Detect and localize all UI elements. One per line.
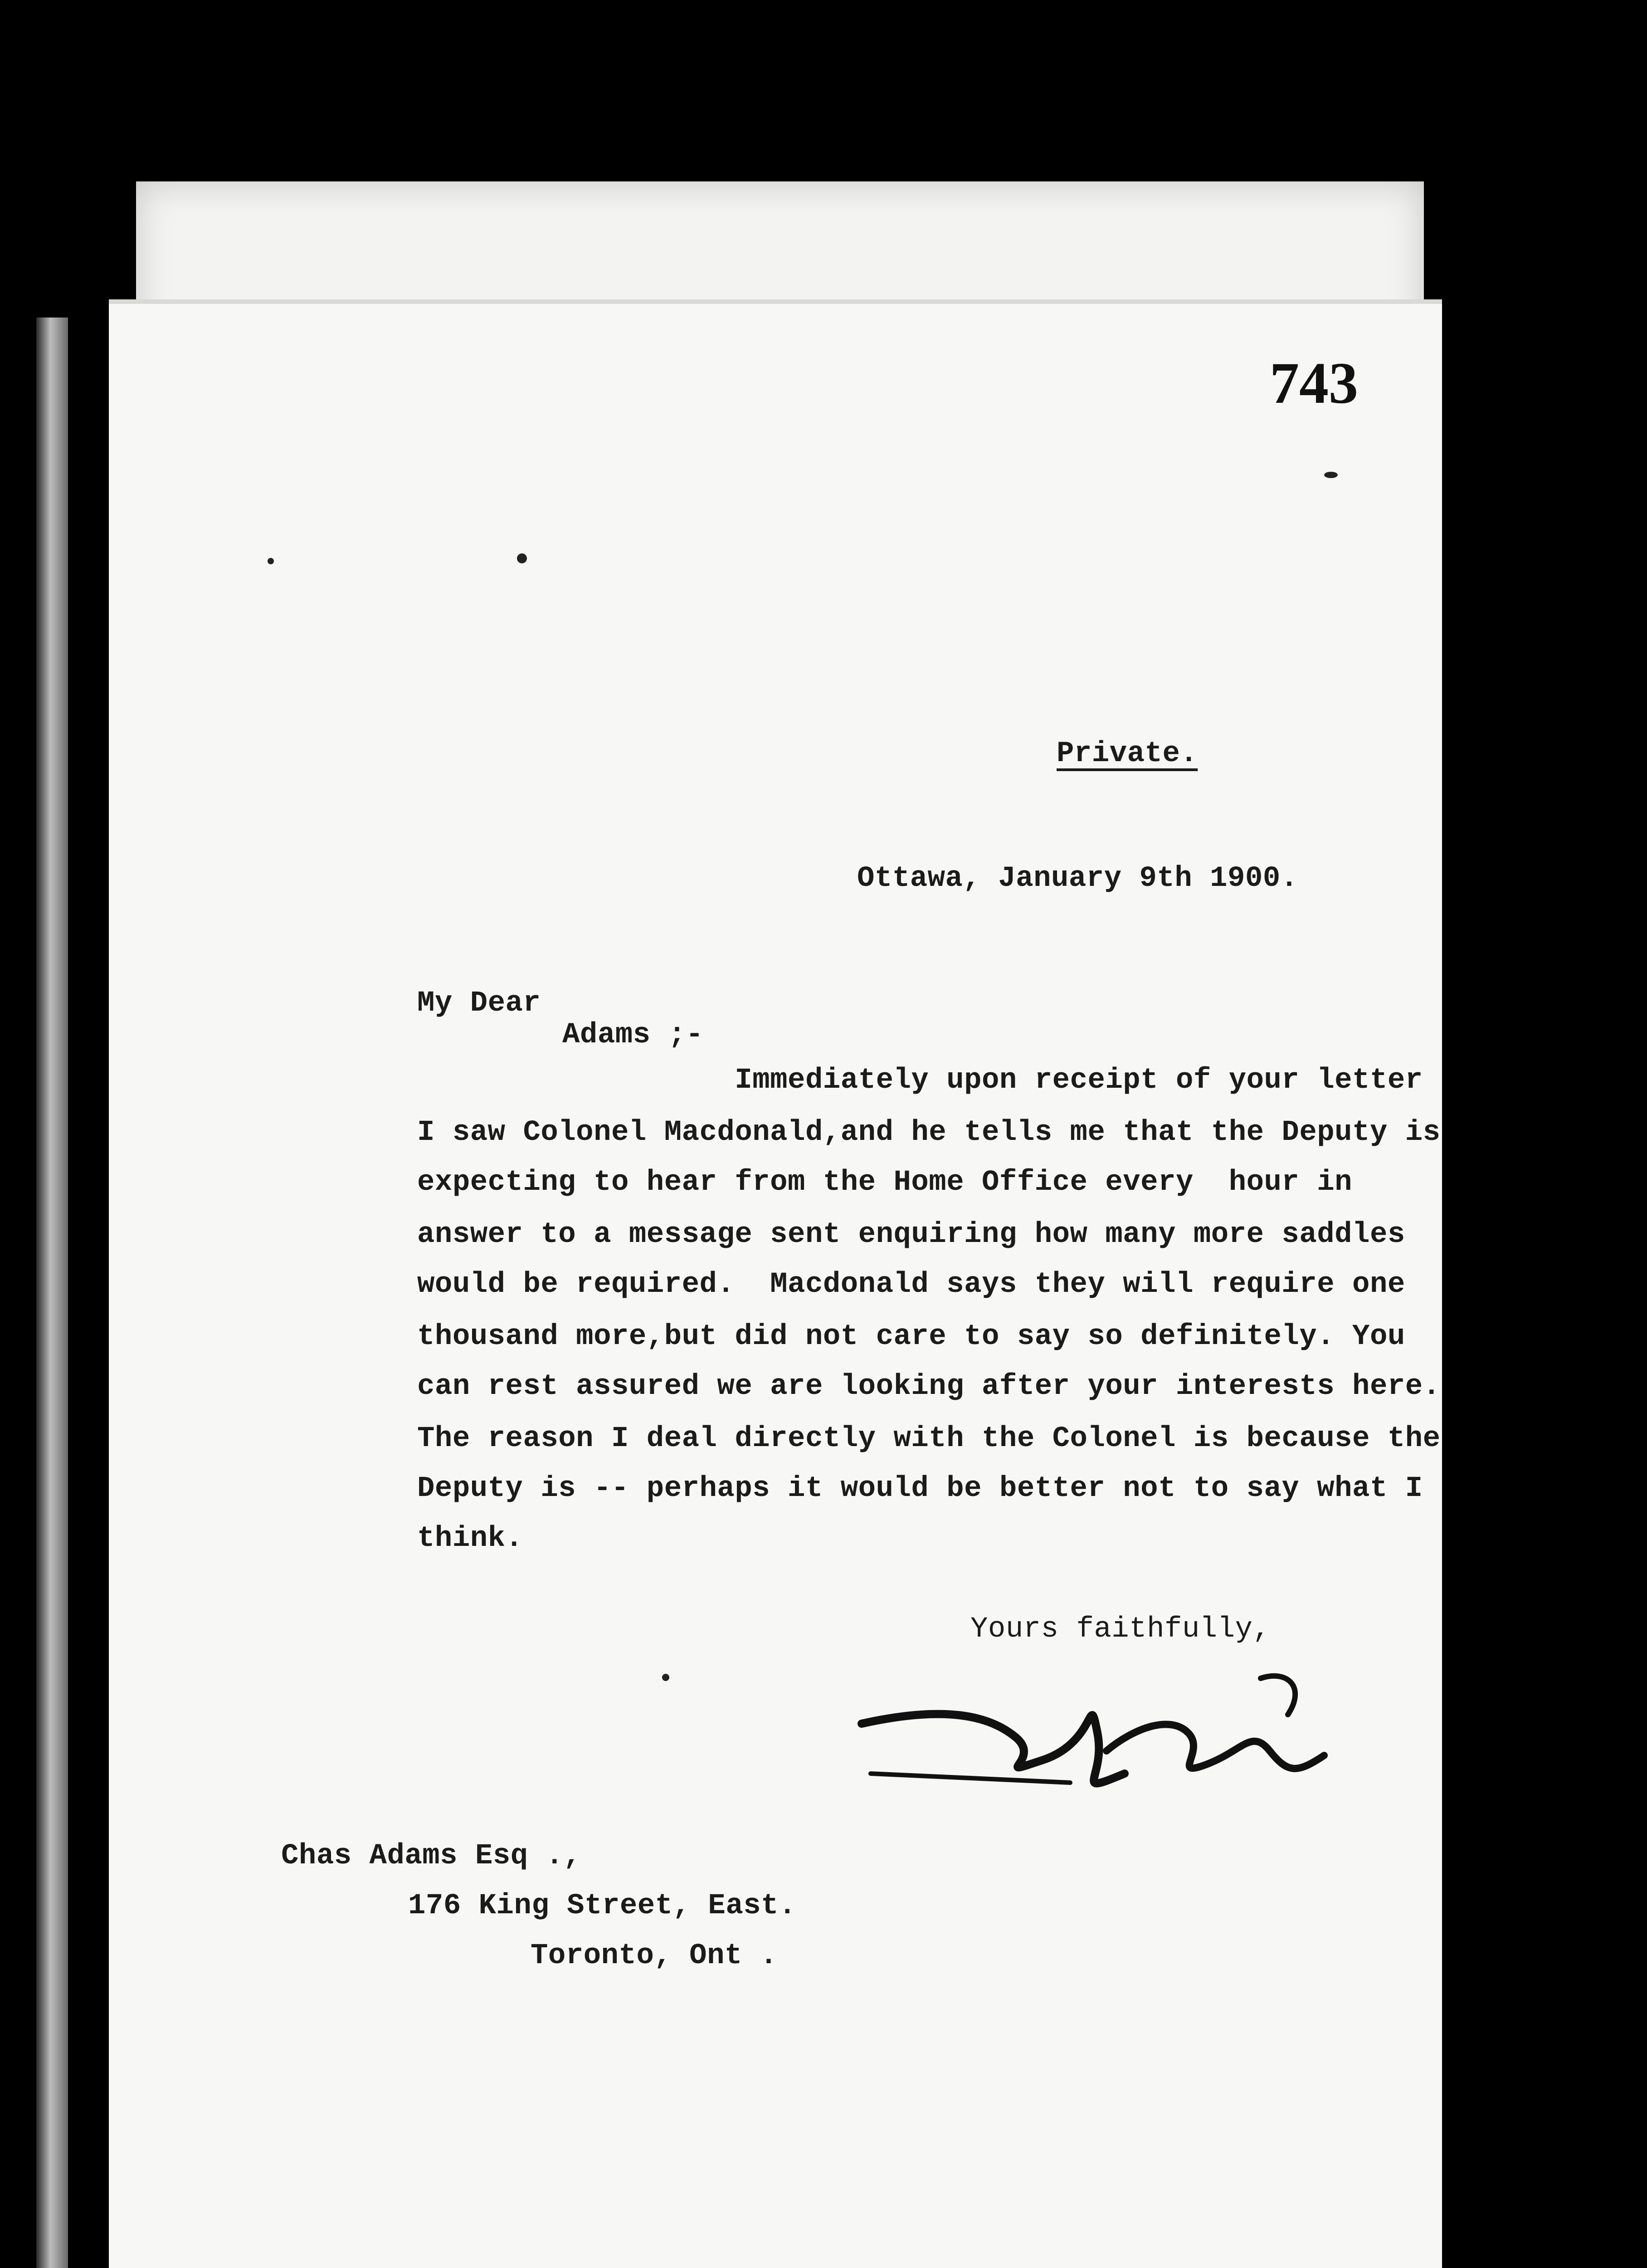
recipient-name: Chas Adams Esq ., <box>281 1840 581 1872</box>
recipient-street: 176 King Street, East. <box>408 1890 796 1922</box>
body-line: think. <box>417 1522 523 1555</box>
body-line: can rest assured we are looking after your interests here. <box>417 1370 1441 1403</box>
closing: Yours faithfully, <box>970 1613 1271 1646</box>
speck <box>1324 472 1338 478</box>
body-line: would be required. Macdonald says they will require one <box>417 1268 1405 1301</box>
private-marking: Private. <box>1057 738 1198 770</box>
speck <box>517 553 527 563</box>
film-edge <box>36 318 68 2268</box>
page-number: 743 <box>1270 351 1358 416</box>
speck <box>662 1674 669 1681</box>
body-line: I saw Colonel Macdonald,and he tells me that the Deputy is <box>417 1116 1441 1149</box>
recipient-city: Toronto, Ont . <box>531 1940 778 1972</box>
body-line: expecting to hear from the Home Office every hour in <box>417 1166 1353 1199</box>
salutation: My Dear <box>417 987 541 1020</box>
speck <box>268 558 274 564</box>
body-line: answer to a message sent enquiring how many more saddles <box>417 1218 1405 1251</box>
body-line: thousand more,but did not care to say so definitely. You <box>417 1320 1405 1353</box>
body-line: Immediately upon receipt of your letter <box>417 1064 1423 1097</box>
dateline: Ottawa, January 9th 1900. <box>857 862 1298 895</box>
salutation-name: Adams ;- <box>562 1019 704 1051</box>
body-line: Deputy is -- perhaps it would be better not to say what I <box>417 1472 1423 1505</box>
body-line: The reason I deal directly with the Colonel is because the <box>417 1422 1441 1455</box>
signature <box>853 1660 1333 1805</box>
